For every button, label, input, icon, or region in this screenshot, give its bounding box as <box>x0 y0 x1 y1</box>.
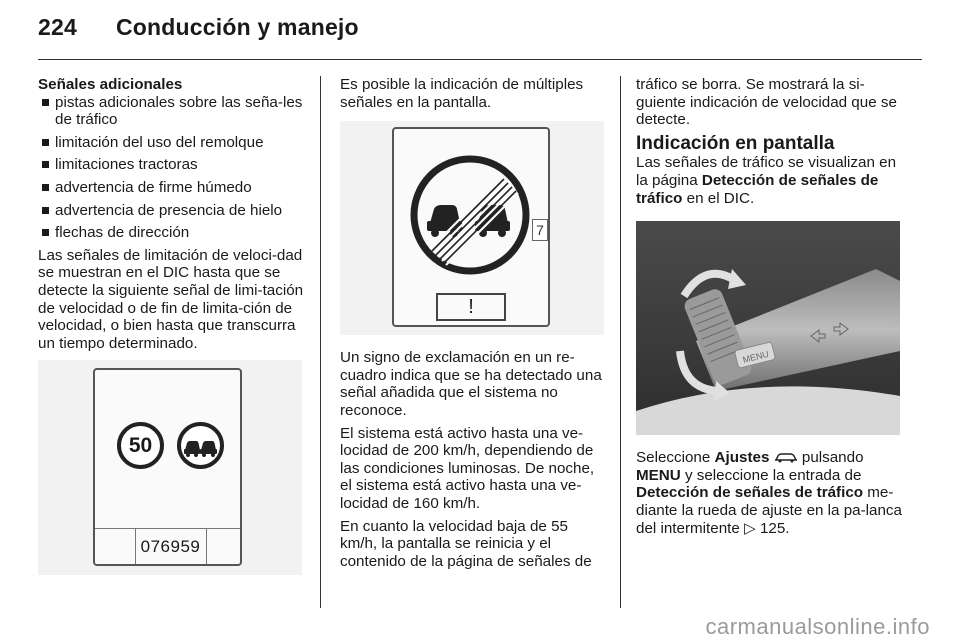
menu-label: MENU <box>636 466 681 484</box>
car-icon <box>774 451 798 463</box>
bullet-list <box>38 94 306 242</box>
paragraph: Las señales de tráfico se visualizan en la página Detección de señales de tráfico en el DIC. <box>636 154 897 207</box>
lever-illustration <box>636 221 900 435</box>
column-divider <box>320 76 321 608</box>
figure-code: 076959 <box>140 537 201 557</box>
dic-display-figure <box>38 360 302 575</box>
list-item: pistas adicionales sobre las seña-les de tráfico <box>38 94 306 129</box>
paragraph: En cuanto la velocidad baja de 55 km/h, la pantalla se reinicia y el contenido de la página de señales de <box>340 517 592 570</box>
menu-entry-name: Detección de señales de tráfico <box>636 484 864 502</box>
paragraph: Seleccione Ajustes pulsando MENU y seleccione la entrada de Detección de señales de tráfico me-diante la rueda de ajuste en la pa-lanca del intermitente ▷ 125. <box>636 449 902 537</box>
list-item: flechas de dirección <box>38 224 306 242</box>
speed-limit-sign: 50 <box>117 422 164 469</box>
paragraph: Un signo de exclamación en un re-cuadro indica que se ha detectado una señal añadida que el sistema no reconoce. <box>340 349 602 419</box>
screen-divider <box>206 528 207 564</box>
header-rule <box>38 59 922 60</box>
section-subheading: Señales adicionales <box>38 76 183 93</box>
cars-icon <box>181 426 220 465</box>
dic-screen <box>392 127 550 327</box>
section-heading: Indicación en pantalla <box>636 132 835 154</box>
list-item: limitación del uso del remolque <box>38 134 306 152</box>
column-right <box>636 76 906 542</box>
screen-divider <box>95 528 240 529</box>
settings-label: Ajustes <box>714 449 770 467</box>
paragraph: Es posible la indicación de múltiples señales en la pantalla. <box>340 76 584 111</box>
page-title: Conducción y manejo <box>116 14 359 40</box>
list-item: advertencia de firme húmedo <box>38 179 306 197</box>
paragraph: tráfico se borra. Se mostrará la si-guiente indicación de velocidad que se detecte. <box>636 76 897 129</box>
menu-page-name: Detección de señales de tráfico <box>636 171 879 207</box>
column-left <box>38 76 306 575</box>
dic-screen <box>93 368 242 566</box>
watermark: carmanualsonline.info <box>705 614 930 639</box>
page-reference: 125. <box>759 519 790 537</box>
end-of-restriction-figure <box>340 121 604 335</box>
paragraph: Las señales de limitación de veloci-dad se muestran en el DIC hasta que se detecte la siguiente señal de limi-tación de velocidad o de fin de limita-ción de velocidad, o bien hasta que transcurra un tiempo determinado. <box>38 246 304 352</box>
turn-signal-lever-figure <box>636 221 900 435</box>
page-header <box>38 14 359 41</box>
column-middle <box>340 76 608 575</box>
page-number: 224 <box>38 14 77 40</box>
menu-button-label: MENU <box>741 348 770 366</box>
paragraph: El sistema está activo hasta una ve-locidad de 200 km/h, dependiendo de las condiciones luminosas. De noche, el sistema está activo hasta una ve-locidad de 160 km/h. <box>340 424 595 512</box>
no-overtaking-sign <box>177 422 224 469</box>
list-item: advertencia de presencia de hielo <box>38 202 306 220</box>
exclamation-box: ! <box>436 293 506 321</box>
list-item: limitaciones tractoras <box>38 156 306 174</box>
figure-tag: 7 <box>532 219 548 241</box>
column-divider <box>620 76 621 608</box>
end-no-overtaking-sign <box>394 129 548 279</box>
page-ref-icon: ▷ <box>744 519 760 537</box>
